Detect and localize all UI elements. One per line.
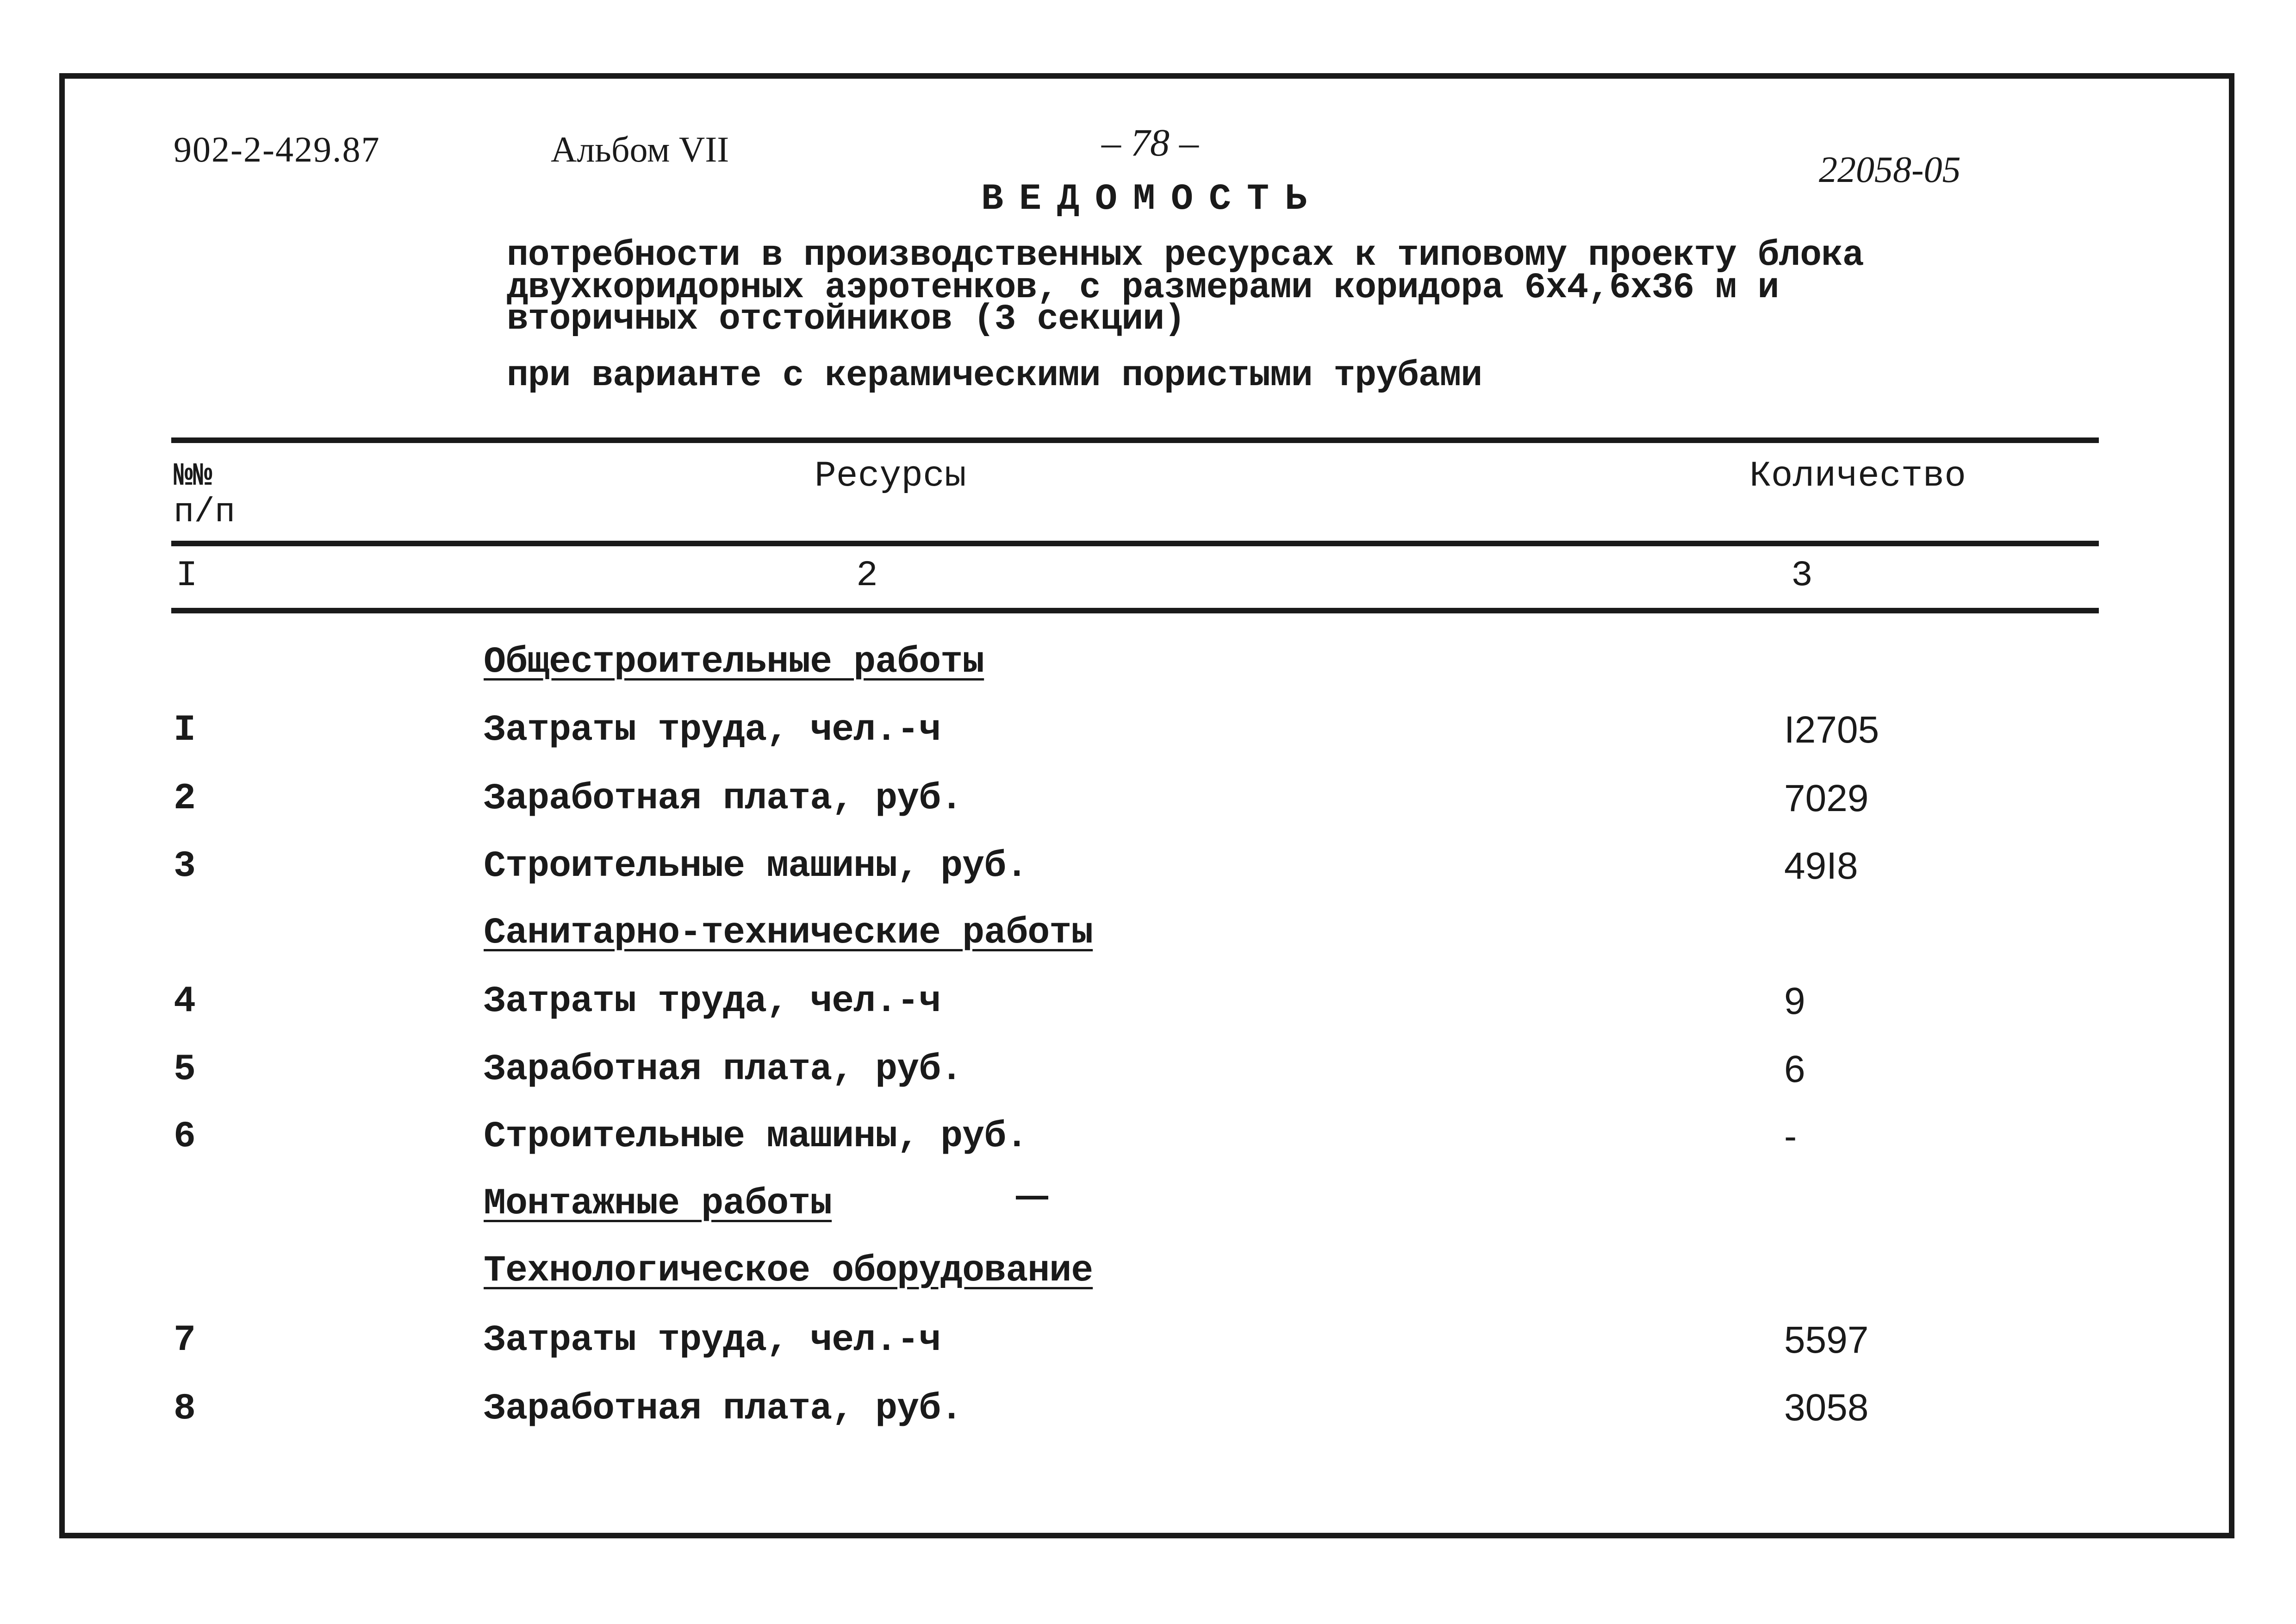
row-resource: Заработная плата, руб. [484, 1049, 963, 1091]
column-number: 3 [1791, 556, 1813, 596]
header-number-label: №№ [174, 458, 213, 495]
row-quantity: 6 [1784, 1048, 1805, 1090]
section-heading: Санитарно-технические работы [484, 912, 1093, 954]
row-quantity: 3058 [1784, 1387, 1869, 1429]
header-quantity: Количество [1749, 456, 1966, 497]
document-code: 902-2-429.87 [174, 129, 380, 169]
row-resource: Строительные машины, руб. [484, 845, 1028, 887]
row-resource: Строительные машины, руб. [484, 1116, 1028, 1158]
variant-line: при варианте с керамическими пористыми трубами [507, 356, 1482, 396]
section-heading: Технологическое оборудование [484, 1250, 1093, 1292]
row-quantity: - [1784, 1115, 1797, 1157]
column-number: 2 [856, 556, 878, 596]
document-title: ВЕДОМОСТЬ [981, 178, 1323, 220]
column-number-rule [171, 608, 2099, 613]
row-number: I [174, 709, 196, 751]
section-heading: Общестроительные работы [484, 641, 984, 683]
stray-mark [1016, 1196, 1048, 1199]
row-quantity: 5597 [1784, 1319, 1869, 1361]
subtitle-line: потребности в производственных ресурсах к типовому проекту блока [507, 235, 1864, 276]
header-number-label: п/п [174, 493, 236, 532]
row-quantity: 7029 [1784, 777, 1869, 819]
table-top-rule [171, 437, 2099, 443]
row-number: 8 [174, 1388, 196, 1430]
page-number: – 78 – [1101, 121, 1199, 164]
subtitle-line: двухкоридорных аэротенков, с размерами коридора 6х4,6х36 м и [507, 268, 1779, 308]
header-rule [171, 541, 2099, 546]
album-label: Альбом VII [551, 129, 729, 169]
subtitle-line: вторичных отстойников (3 секции) [507, 299, 1185, 340]
row-quantity: 9 [1784, 980, 1805, 1022]
row-number: 3 [174, 845, 196, 887]
row-number: 2 [174, 778, 196, 820]
row-number: 6 [174, 1116, 196, 1158]
section-heading: Монтажные работы [484, 1183, 832, 1225]
row-number: 4 [174, 981, 196, 1023]
row-number: 7 [174, 1319, 196, 1362]
row-quantity: 49I8 [1784, 845, 1858, 887]
inventory-code: 22058-05 [1819, 150, 1961, 190]
row-number: 5 [174, 1049, 196, 1091]
row-resource: Затраты труда, чел.-ч [484, 981, 941, 1023]
row-resource: Затраты труда, чел.-ч [484, 1319, 941, 1362]
row-resource: Заработная плата, руб. [484, 778, 963, 820]
header-resources: Ресурсы [815, 456, 966, 497]
row-quantity: I2705 [1784, 709, 1879, 751]
row-resource: Заработная плата, руб. [484, 1388, 963, 1430]
column-number: I [176, 556, 198, 596]
row-resource: Затраты труда, чел.-ч [484, 709, 941, 751]
